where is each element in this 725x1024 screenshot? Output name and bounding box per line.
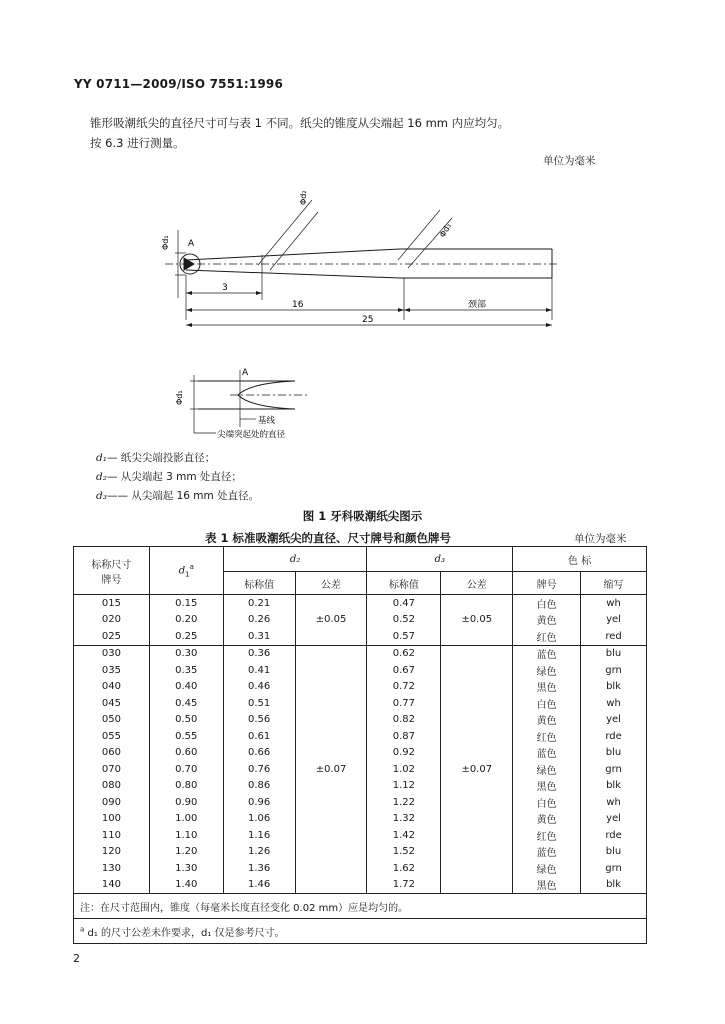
cell-d1: 0.50 — [149, 712, 223, 729]
cell-d1: 1.00 — [149, 811, 223, 828]
cell-d3: 0.72 — [367, 679, 441, 696]
paragraph-measure: 按 6.3 进行测量。 — [90, 136, 185, 150]
cell-abbr: grn — [581, 662, 647, 679]
cell-tolerance-d2: ±0.07 — [295, 645, 367, 894]
table-footnote-row — [74, 919, 647, 944]
legend-d1: d₁— 纸尖尖端投影直径； — [96, 452, 216, 464]
cell-abbr: wh — [581, 595, 647, 612]
legend-d3: d₃—— 从尖端起 16 mm 处直径。 — [96, 490, 260, 502]
cell-size: 020 — [74, 612, 150, 629]
cell-size: 130 — [74, 860, 150, 877]
cell-d3: 1.02 — [367, 761, 441, 778]
cell-d1: 0.40 — [149, 679, 223, 696]
cell-d1: 0.30 — [149, 645, 223, 662]
cell-d3: 1.22 — [367, 794, 441, 811]
cell-abbr: wh — [581, 695, 647, 712]
cell-d3: 0.57 — [367, 628, 441, 645]
th-d3: d₃ — [367, 547, 513, 572]
cell-abbr: rde — [581, 728, 647, 745]
cell-abbr: blu — [581, 645, 647, 662]
cell-d1: 0.35 — [149, 662, 223, 679]
cell-abbr: yel — [581, 712, 647, 729]
cell-color: 白色 — [513, 695, 581, 712]
label-detail-d1: Φd₁ — [175, 390, 184, 405]
cell-color: 黑色 — [513, 877, 581, 894]
cell-color: 黄色 — [513, 612, 581, 629]
cell-d1: 1.40 — [149, 877, 223, 894]
cell-d3: 1.62 — [367, 860, 441, 877]
paragraph-taper: 锥形吸潮纸尖的直径尺寸可与表 1 不同。纸尖的锥度从尖端起 16 mm 内应均匀。 — [90, 116, 510, 130]
dim-16: 16 — [292, 300, 304, 310]
cell-size: 140 — [74, 877, 150, 894]
cell-d1: 0.20 — [149, 612, 223, 629]
label-d3: Φd₃ — [437, 221, 454, 239]
cell-color: 白色 — [513, 595, 581, 612]
cell-size: 080 — [74, 778, 150, 795]
cell-color: 蓝色 — [513, 844, 581, 861]
cell-d2: 0.76 — [223, 761, 295, 778]
cell-color: 红色 — [513, 728, 581, 745]
cell-color: 蓝色 — [513, 745, 581, 762]
th-nominal-d3: 标称值 — [367, 572, 441, 595]
cell-d3: 0.47 — [367, 595, 441, 612]
th-color: 色 标 — [513, 547, 647, 572]
th-size: 标称尺寸 牌号 — [74, 547, 150, 595]
cell-abbr: blk — [581, 679, 647, 696]
page-number: 2 — [73, 952, 80, 965]
cell-color: 红色 — [513, 827, 581, 844]
cell-d3: 1.32 — [367, 811, 441, 828]
cell-d3: 0.77 — [367, 695, 441, 712]
cell-d3: 0.52 — [367, 612, 441, 629]
cell-color: 蓝色 — [513, 645, 581, 662]
cell-d2: 0.46 — [223, 679, 295, 696]
cell-d2: 0.96 — [223, 794, 295, 811]
cell-size: 070 — [74, 761, 150, 778]
spec-table — [73, 546, 647, 944]
cell-d3: 1.52 — [367, 844, 441, 861]
cell-abbr: blk — [581, 778, 647, 795]
legend-d2: d₂— 从尖端起 3 mm 处直径； — [96, 471, 242, 483]
cell-size: 015 — [74, 595, 150, 612]
cell-color: 黄色 — [513, 811, 581, 828]
cell-size: 050 — [74, 712, 150, 729]
cell-d3: 1.42 — [367, 827, 441, 844]
cell-size: 060 — [74, 745, 150, 762]
cell-abbr: blk — [581, 877, 647, 894]
cell-d2: 0.86 — [223, 778, 295, 795]
cell-abbr: yel — [581, 612, 647, 629]
table-unit-label: 单位为毫米 — [574, 533, 627, 545]
cell-d2: 1.26 — [223, 844, 295, 861]
cell-size: 110 — [74, 827, 150, 844]
cell-d1: 0.25 — [149, 628, 223, 645]
cell-size: 030 — [74, 645, 150, 662]
th-d1: $d_1^a$ — [149, 547, 223, 595]
cell-d2: 0.26 — [223, 612, 295, 629]
cell-d1: 1.20 — [149, 844, 223, 861]
cell-d2: 0.66 — [223, 745, 295, 762]
cell-abbr: rde — [581, 827, 647, 844]
label-point-a: A — [188, 239, 195, 249]
cell-color: 白色 — [513, 794, 581, 811]
cell-abbr: grn — [581, 860, 647, 877]
cell-abbr: blu — [581, 844, 647, 861]
cell-abbr: yel — [581, 811, 647, 828]
cell-d3: 0.92 — [367, 745, 441, 762]
figure-unit-label: 单位为毫米 — [543, 155, 596, 167]
cell-size: 035 — [74, 662, 150, 679]
cell-d3: 0.82 — [367, 712, 441, 729]
cell-d2: 0.56 — [223, 712, 295, 729]
cell-d1: 1.10 — [149, 827, 223, 844]
cell-tolerance-d2: ±0.05 — [295, 595, 367, 646]
cell-abbr: red — [581, 628, 647, 645]
th-tol-d3: 公差 — [441, 572, 513, 595]
cell-d2: 1.06 — [223, 811, 295, 828]
th-tol-d2: 公差 — [295, 572, 367, 595]
th-color-name: 牌号 — [513, 572, 581, 595]
cell-d2: 0.31 — [223, 628, 295, 645]
cell-color: 绿色 — [513, 761, 581, 778]
table-note-row — [74, 894, 647, 919]
table-row — [74, 645, 647, 662]
cell-color: 绿色 — [513, 860, 581, 877]
cell-size: 090 — [74, 794, 150, 811]
cell-abbr: blu — [581, 745, 647, 762]
table-row — [74, 595, 647, 612]
cell-d1: 1.30 — [149, 860, 223, 877]
label-d2: Φd₂ — [299, 190, 308, 205]
label-neck: 颈部 — [468, 300, 487, 310]
cell-d2: 1.36 — [223, 860, 295, 877]
cell-d3: 0.62 — [367, 645, 441, 662]
cell-color: 绿色 — [513, 662, 581, 679]
th-nominal-d2: 标称值 — [223, 572, 295, 595]
th-color-abbr: 缩写 — [581, 572, 647, 595]
cell-tolerance-d3: ±0.07 — [441, 645, 513, 894]
standard-code: YY 0711—2009/ISO 7551:1996 — [74, 77, 284, 91]
cell-d1: 0.45 — [149, 695, 223, 712]
th-d2: d₂ — [223, 547, 367, 572]
cell-size: 045 — [74, 695, 150, 712]
table-note: 注：在尺寸范围内，锥度（每毫米长度直径变化 0.02 mm）应是均匀的。 — [74, 894, 647, 919]
cell-d1: 0.70 — [149, 761, 223, 778]
cell-d3: 0.87 — [367, 728, 441, 745]
cell-color: 黄色 — [513, 712, 581, 729]
label-d1: Φd₁ — [161, 235, 170, 250]
cell-d1: 0.55 — [149, 728, 223, 745]
cell-d3: 0.67 — [367, 662, 441, 679]
cell-size: 040 — [74, 679, 150, 696]
table-footnote: $^a$ d₁ 的尺寸公差未作要求，d₁ 仅是参考尺寸。 — [74, 919, 647, 944]
cell-color: 黑色 — [513, 679, 581, 696]
label-base-line: 基线 — [258, 416, 276, 426]
cell-d2: 0.61 — [223, 728, 295, 745]
cell-tolerance-d3: ±0.05 — [441, 595, 513, 646]
cell-color: 黑色 — [513, 778, 581, 795]
cell-d2: 1.46 — [223, 877, 295, 894]
cell-size: 120 — [74, 844, 150, 861]
cell-abbr: wh — [581, 794, 647, 811]
cell-d1: 0.90 — [149, 794, 223, 811]
cell-size: 055 — [74, 728, 150, 745]
paper-point-drawing — [0, 170, 725, 340]
cell-d1: 0.80 — [149, 778, 223, 795]
cell-abbr: grn — [581, 761, 647, 778]
dim-25: 25 — [362, 315, 374, 325]
cell-d2: 0.36 — [223, 645, 295, 662]
cell-d2: 0.51 — [223, 695, 295, 712]
figure-caption: 图 1 牙科吸潮纸尖图示 — [302, 509, 423, 523]
cell-d3: 1.72 — [367, 877, 441, 894]
label-tip-diameter: 尖端突起处的直径 — [217, 430, 286, 440]
label-detail-a: A — [242, 368, 249, 378]
cell-color: 红色 — [513, 628, 581, 645]
cell-d2: 1.16 — [223, 827, 295, 844]
cell-d3: 1.12 — [367, 778, 441, 795]
cell-d1: 0.15 — [149, 595, 223, 612]
cell-d1: 0.60 — [149, 745, 223, 762]
dim-3: 3 — [222, 283, 228, 293]
cell-size: 100 — [74, 811, 150, 828]
cell-d2: 0.21 — [223, 595, 295, 612]
detail-a-drawing — [0, 365, 725, 445]
cell-size: 025 — [74, 628, 150, 645]
table-title: 表 1 标准吸潮纸尖的直径、尺寸牌号和颜色牌号 — [205, 531, 452, 545]
cell-d2: 0.41 — [223, 662, 295, 679]
